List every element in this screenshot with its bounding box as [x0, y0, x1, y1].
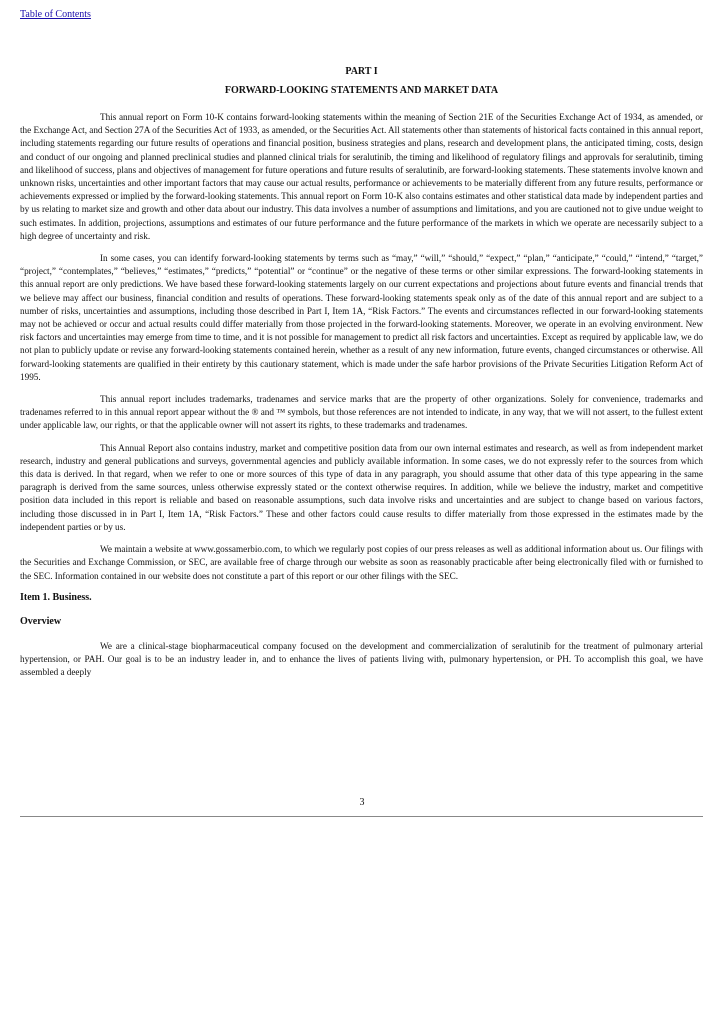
- page-number: 3: [359, 797, 365, 808]
- paragraph-forward-looking-intro: This annual report on Form 10-K contains forward-looking statements within the meaning of Section 21E of the Securities Exchange Act of 1934, as amended, or the Exchange Act, and Section 27A of the Securities Act of 1933, as amended, or the Securities Act. All statements other than statements of historical facts contained in this annual report, including statements regarding our future results of operations and financial position, business strategies and plans, research and development plans, the anticipated timing, costs, design and conduct of our ongoing and planned preclinical studies and planned clinical trials for seralutinib, the timing and likelihood of regulatory filings and approvals for seralutinib, timing and likelihood of success, plans and objectives of management for future operations and future results of seralutinib, are forward-looking statements. These statements involve known and unknown risks, uncertainties and other important factors that may cause our actual results, performance or achievements to be materially different from any future results, performance or achievements expressed or implied by the forward-looking statements. This annual report on Form 10-K also contains estimates and other statistical data made by independent parties and by us relating to market size and growth and other data about our industry. This data involves a number of assumptions and limitations, and you are cautioned not to give undue weight to such estimates. In addition, projections, assumptions and estimates of our future performance and the future performance of the markets in which we operate are necessarily subject to a high degree of uncertainty and risk.: [20, 112, 703, 241]
- footer-divider: [20, 816, 703, 817]
- paragraph-overview: We are a clinical-stage biopharmaceutical company focused on the development and commercialization of seralutinib for the treatment of pulmonary arterial hypertension, or PAH. Our goal is to be an industry leader in, and to enhance the lives of patients living with, pulmonary hypertension, or PH. To accomplish this goal, we have assembled a deeply: [20, 640, 703, 678]
- table-of-contents-link[interactable]: Table of Contents: [20, 9, 91, 20]
- item-1-heading: Item 1. Business.: [20, 591, 92, 603]
- paragraph-website: We maintain a website at www.gossamerbio.com, to which we regularly post copies of our press releases as well as additional information about us. Our filings with the Securities and Exchange Commission, or SEC, are available free of charge through our website as soon as reasonably practicable after being electronically filed with or furnished to the SEC. Information contained in our website does not constitute a part of this report or our other filings with the SEC.: [20, 544, 703, 581]
- paragraph-market-data: This Annual Report also contains industry, market and competitive position data from our own internal estimates and research, as well as from independent market research, industry and general publications and surveys, governmental agencies and publicly available information. In some cases, we do not expressly refer to the sources from which this data is derived. In that regard, when we refer to one or more sources of this type of data in any paragraph, you should assume that other data of this type appearing in the same paragraph is derived from the same sources, unless otherwise expressly stated or the context otherwise requires. In addition, while we believe the industry, market and competitive position data included in this report is reliable and based on reasonable assumptions, such data involve risks and uncertainties and are subject to change based on various factors, including those discussed in in Part I, Item 1A, “Risk Factors.” These and other factors could cause results to differ materially from those expressed in the estimates made by the independent parties or by us.: [20, 442, 703, 532]
- document-body: [20, 66, 703, 688]
- paragraph-trademarks: This annual report includes trademarks, tradenames and service marks that are the property of other organizations. Solely for convenience, trademarks and tradenames referred to in this annual report appear without the ® and ™ symbols, but those references are not intended to indicate, in any way, that we will not assert, to the fullest extent under applicable law, our rights, or that the applicable owner will not assert its rights, to these trademarks and tradenames.: [20, 394, 703, 431]
- part-heading: PART I: [345, 66, 378, 77]
- section-title: FORWARD-LOOKING STATEMENTS AND MARKET DATA: [224, 85, 499, 96]
- paragraph-identifying-terms: In some cases, you can identify forward-looking statements by terms such as “may,” “will,” “should,” “expect,” “plan,” “anticipate,” “could,” “intend,” “target,” “project,” “contemplates,” “believes,” “estimates,” “predicts,” “potential” or “continue” or the negative of these terms or other similar expressions. The forward-looking statements in this annual report are only predictions. We have based these forward-looking statements largely on our current expectations and projections about future events and financial trends that we believe may affect our business, financial condition and results of operations. These forward-looking statements speak only as of the date of this annual report and are subject to a number of risks, uncertainties and assumptions, including those described in Part I, Item 1A, “Risk Factors.” The events and circumstances reflected in our forward-looking statements may not be achieved or occur and actual results could differ materially from those projected in the forward-looking statements. Moreover, we operate in an evolving environment. New risk factors and uncertainties may emerge from time to time, and it is not possible for management to predict all risk factors and uncertainties. Except as required by applicable law, we do not plan to publicly update or revise any forward-looking statements contained herein, whether as a result of any new information, future events, changed circumstances or otherwise. All forward-looking statements are qualified in their entirety by this cautionary statement, which is made under the safe harbor provisions of the Private Securities Litigation Reform Act of 1995.: [20, 253, 703, 382]
- overview-heading: Overview: [20, 615, 62, 627]
